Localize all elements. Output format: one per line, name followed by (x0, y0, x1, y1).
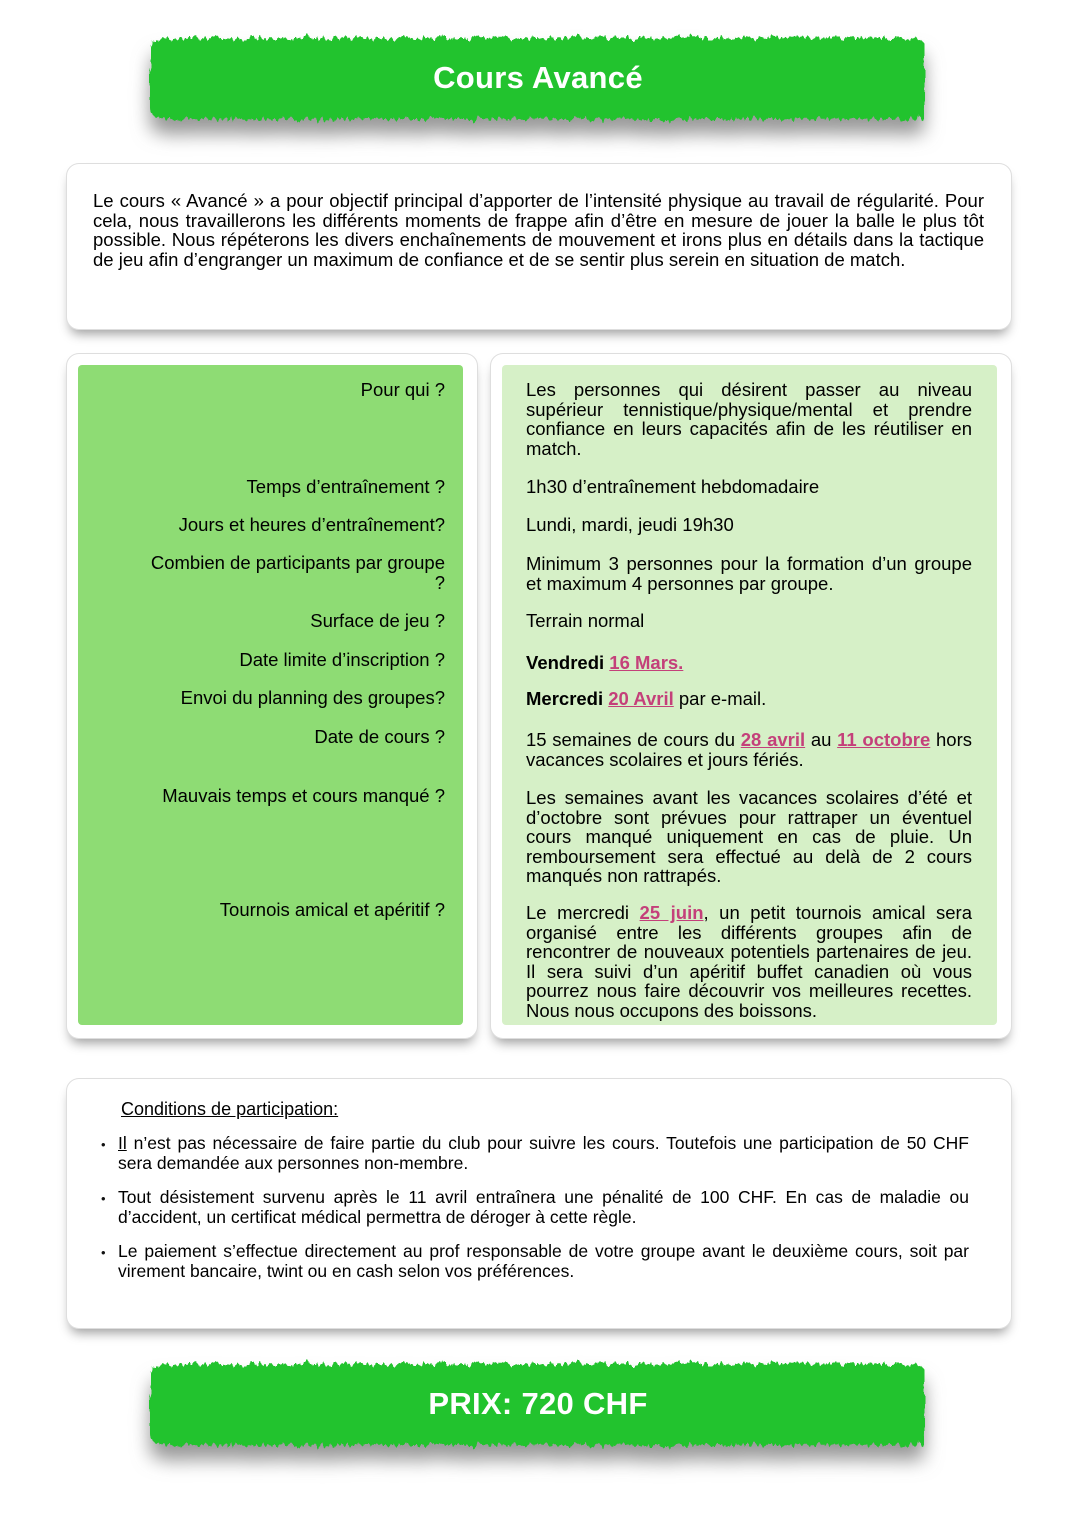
date-link[interactable]: 20 Avril (608, 688, 674, 709)
answers-box (502, 365, 997, 1025)
bullet-icon: • (101, 1191, 106, 1206)
text-segment: n’est pas nécessaire de faire partie du club pour suivre les cours. Toutefois une participation de 50 CHF sera demandée aux personnes non-membre. (118, 1133, 969, 1173)
title-banner (141, 26, 935, 130)
question-label: Temps d’entraînement ? (246, 476, 445, 497)
questions-box (78, 365, 463, 1025)
answer-text (526, 689, 972, 709)
question-label: Combien de participants par groupe ? (150, 552, 445, 593)
question-label: Envoi du planning des groupes? (180, 687, 445, 708)
question-label: Pour qui ? (360, 379, 445, 400)
bullet-item (101, 1134, 969, 1173)
answer-text (526, 611, 972, 631)
text-segment: Vendredi (526, 652, 610, 673)
intro-card (66, 163, 1012, 330)
text-segment: , un petit tournois amical sera organisé entre les différents groupes afin de rencontrer de nouveaux potentiels partenaires de jeu. Il sera suivi d’un apéritif buffet canadien où vous pourrez nous faire découvrir vos meilleures recettes. Nous nous occupons des boissons. (526, 902, 972, 1021)
date-link[interactable]: 25 juin (639, 902, 704, 923)
bullet-text (118, 1134, 969, 1173)
answer-text (526, 730, 972, 769)
text-segment: 1h30 d’entraînement hebdomadaire (526, 476, 820, 497)
question-label: Date de cours ? (314, 726, 445, 747)
text-segment: Lundi, mardi, jeudi 19h30 (526, 514, 734, 535)
answer-text (526, 554, 972, 593)
date-link[interactable]: 28 avril (740, 729, 806, 750)
page-title: Cours Avancé (433, 60, 643, 95)
text-segment: Le mercredi (526, 902, 640, 923)
conditions-heading: Conditions de participation: (121, 1099, 339, 1119)
text-segment: Les personnes qui désirent passer au niveau supérieur tennistique/physique/mental et prendre confiance en leurs capacités afin de les réutiliser en match. (526, 379, 972, 459)
question-label: Date limite d’inscription ? (239, 649, 445, 670)
text-segment: au (805, 729, 838, 750)
conditions-card (66, 1078, 1012, 1329)
answer-text (526, 653, 972, 673)
bullet-icon: • (101, 1137, 106, 1152)
question-label: Tournois amical et apéritif ? (219, 899, 445, 920)
question-label: Mauvais temps et cours manqué ? (162, 785, 445, 806)
question-label: Surface de jeu ? (310, 610, 445, 631)
questions-card (66, 353, 478, 1039)
bullet-item (101, 1242, 969, 1281)
intro-paragraph: Le cours « Avancé » a pour objectif principal d’apporter de l’intensité physique au travail de régularité. Pour cela, nous travaillerons les différents moments de frappe afin d’être en mesure de jouer la balle le plus tôt possible. Nous répéterons les divers enchaînements de mouvement et irons plus en détails dans la tactique de jeu afin d’engranger un maximum de confiance et de se sentir plus serein en situation de match. (93, 190, 984, 270)
answer-text (526, 477, 972, 497)
answer-text (526, 380, 972, 458)
date-link[interactable]: 11 octobre (837, 729, 931, 750)
text-segment: Le paiement s’effectue directement au prof responsable de votre groupe avant le deuxième cours, soit par virement bancaire, twint ou en cash selon vos préférences. (118, 1241, 969, 1281)
text-segment: Mercredi (526, 688, 609, 709)
price-banner (141, 1352, 935, 1456)
bullet-item (101, 1188, 969, 1227)
bullet-text (118, 1188, 969, 1227)
price-label: PRIX: 720 CHF (428, 1386, 648, 1421)
answer-text (526, 788, 972, 886)
text-segment: Tout désistement survenu après le 11 avril entraînera une pénalité de 100 CHF. En cas de maladie ou d’accident, un certificat médical permettra de déroger à cette règle. (118, 1187, 969, 1227)
text-segment: hors vacances scolaires et jours fériés. (526, 729, 972, 770)
answer-text (526, 903, 972, 1020)
conditions-list (67, 1134, 1011, 1281)
text-segment: par e-mail. (673, 688, 767, 709)
bullet-text (118, 1242, 969, 1281)
question-label: Jours et heures d’entraînement? (178, 514, 445, 535)
text-segment: Les semaines avant les vacances scolaires d’été et d’octobre sont prévues pour rattraper un éventuel cours manqué uniquement en cas de pluie. Un remboursement sera effectué au delà de 2 cours manqués non rattrapés. (526, 787, 972, 886)
text-segment: Il (118, 1133, 127, 1153)
text-segment: Minimum 3 personnes pour la formation d’un groupe et maximum 4 personnes par groupe. (526, 553, 972, 594)
answer-text (526, 515, 972, 535)
bullet-icon: • (101, 1245, 106, 1260)
date-link[interactable]: 16 Mars. (609, 652, 684, 673)
text-segment: 15 semaines de cours du (526, 729, 741, 750)
text-segment: Terrain normal (526, 610, 645, 631)
answers-card (490, 353, 1012, 1039)
